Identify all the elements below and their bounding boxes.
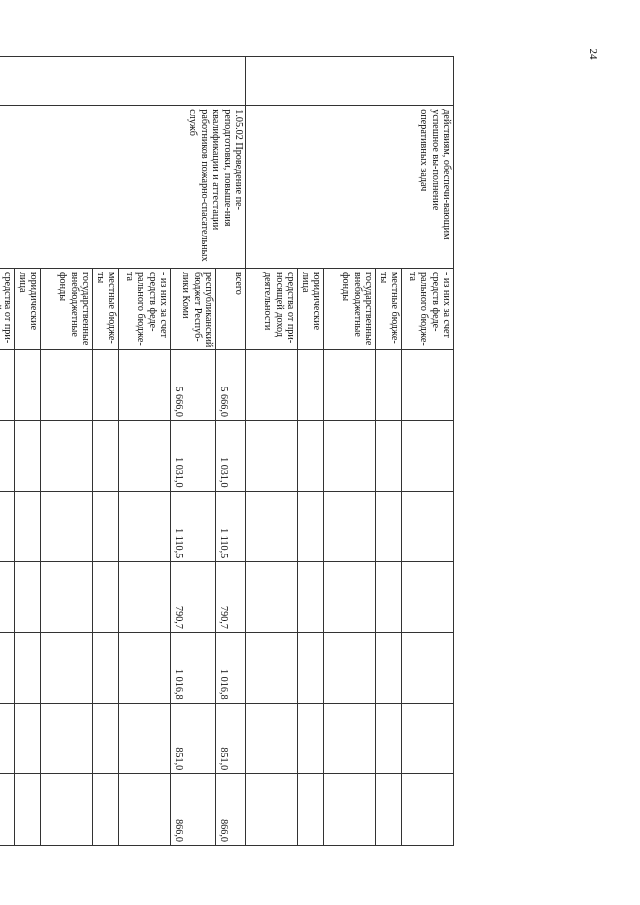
value-cell: [119, 420, 171, 491]
value-cell: [376, 774, 402, 846]
value-cell: [0, 632, 15, 703]
value-cell: [376, 632, 402, 703]
value-cell: [0, 774, 15, 846]
value-cell: 1 110,5: [171, 491, 216, 562]
value-cell: 866,0: [216, 774, 246, 846]
value-cell: [41, 562, 93, 633]
value-cell: [246, 420, 298, 491]
value-cell: [0, 491, 15, 562]
funding-source-cell: юридические лица: [298, 268, 324, 349]
funding-source-cell: местные бюдже-ты: [376, 268, 402, 349]
value-cell: [93, 774, 119, 846]
value-cell: [119, 562, 171, 633]
value-cell: [41, 774, 93, 846]
value-cell: [41, 632, 93, 703]
value-cell: [246, 774, 298, 846]
value-cell: [15, 420, 41, 491]
value-cell: [298, 632, 324, 703]
value-cell: [119, 350, 171, 421]
value-cell: [324, 350, 376, 421]
value-cell: [376, 703, 402, 774]
value-cell: [0, 420, 15, 491]
value-cell: [402, 562, 454, 633]
value-cell: 1 031,0: [171, 420, 216, 491]
value-cell: [119, 491, 171, 562]
value-cell: [402, 774, 454, 846]
value-cell: [376, 491, 402, 562]
value-cell: [41, 703, 93, 774]
value-cell: [402, 491, 454, 562]
value-cell: [246, 703, 298, 774]
funding-source-cell: местные бюдже-ты: [93, 268, 119, 349]
value-cell: [93, 350, 119, 421]
value-cell: [402, 420, 454, 491]
value-cell: [324, 632, 376, 703]
value-cell: [15, 632, 41, 703]
value-cell: [93, 491, 119, 562]
value-cell: 790,7: [171, 562, 216, 633]
value-cell: 851,0: [216, 703, 246, 774]
value-cell: [0, 703, 15, 774]
value-cell: 1 016,8: [171, 632, 216, 703]
value-cell: [324, 491, 376, 562]
value-cell: [246, 491, 298, 562]
measure-type-cell: [0, 57, 246, 106]
funding-source-cell: государственные внебюджетные фонды: [41, 268, 93, 349]
value-cell: [246, 350, 298, 421]
value-cell: [402, 350, 454, 421]
funding-source-cell: всего: [216, 268, 246, 349]
rotated-table-wrapper: [0, 56, 454, 846]
funding-source-cell: - из них за счет средств феде-рального бюдже-та: [402, 268, 454, 349]
funding-source-cell: - из них за счет средств феде-рального бюдже-та: [119, 268, 171, 349]
value-cell: [93, 562, 119, 633]
value-cell: [15, 703, 41, 774]
value-cell: 851,0: [171, 703, 216, 774]
value-cell: [119, 774, 171, 846]
value-cell: [93, 632, 119, 703]
value-cell: [298, 491, 324, 562]
value-cell: [324, 420, 376, 491]
measure-name-cell: 1.05.02 Проведение пе-реподготовки, повыше-ния квалификации и аттестации работников пожарно-спасательных служб: [0, 106, 246, 269]
value-cell: [298, 350, 324, 421]
value-cell: [0, 562, 15, 633]
value-cell: [119, 703, 171, 774]
value-cell: [15, 562, 41, 633]
value-cell: [324, 703, 376, 774]
value-cell: [15, 774, 41, 846]
value-cell: [15, 491, 41, 562]
value-cell: [376, 350, 402, 421]
value-cell: [41, 491, 93, 562]
value-cell: [246, 562, 298, 633]
value-cell: [41, 420, 93, 491]
page-number: 24: [587, 48, 599, 60]
table-row: [216, 57, 246, 846]
value-cell: 790,7: [216, 562, 246, 633]
funding-source-cell: государственные внебюджетные фонды: [324, 268, 376, 349]
value-cell: 1 031,0: [216, 420, 246, 491]
value-cell: [324, 562, 376, 633]
funding-source-cell: юридические лица: [15, 268, 41, 349]
value-cell: [402, 632, 454, 703]
value-cell: [119, 632, 171, 703]
value-cell: [298, 703, 324, 774]
value-cell: 5 666,0: [216, 350, 246, 421]
funding-source-cell: средства от при-: [0, 268, 15, 349]
funding-table: [0, 56, 454, 846]
value-cell: [298, 420, 324, 491]
value-cell: [41, 350, 93, 421]
value-cell: 1 016,8: [216, 632, 246, 703]
value-cell: 5 666,0: [171, 350, 216, 421]
value-cell: [298, 774, 324, 846]
value-cell: [376, 562, 402, 633]
value-cell: 1 110,5: [216, 491, 246, 562]
table-row: [402, 57, 454, 846]
value-cell: [15, 350, 41, 421]
value-cell: [324, 774, 376, 846]
value-cell: [93, 420, 119, 491]
value-cell: [93, 703, 119, 774]
measure-type-cell: [246, 57, 454, 106]
value-cell: [298, 562, 324, 633]
value-cell: [376, 420, 402, 491]
value-cell: [402, 703, 454, 774]
value-cell: [246, 632, 298, 703]
funding-source-cell: республиканский бюджет Респуб-лики Коми: [171, 268, 216, 349]
value-cell: [0, 350, 15, 421]
value-cell: 866,0: [171, 774, 216, 846]
measure-name-cell: действиям, обеспечи-вающим успешное вы-полнение оперативных задач: [246, 106, 454, 269]
funding-source-cell: средства от при-носящей доход деятельности: [246, 268, 298, 349]
